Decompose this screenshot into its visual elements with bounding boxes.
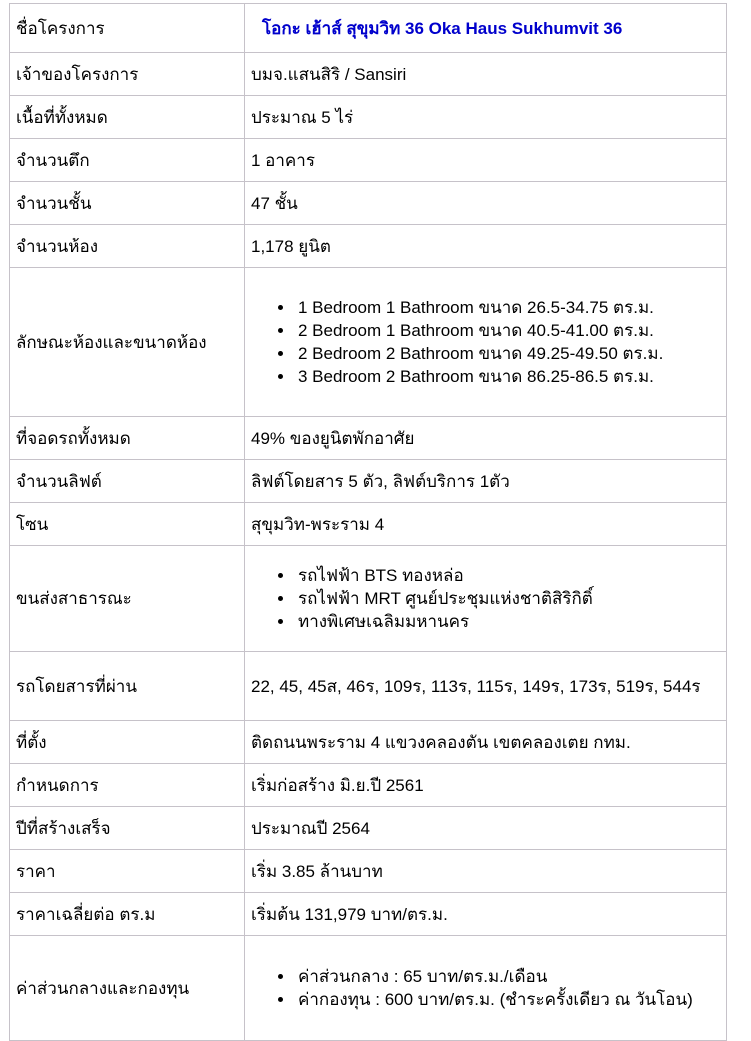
table-row xyxy=(10,850,727,893)
bullet-item: • 2 Bedroom 1 Bathroom ขนาด 40.5-41.00 ตร.ม. xyxy=(295,319,702,342)
row-value-cell xyxy=(245,139,727,182)
project-title-value: โอกะ เฮ้าส์ สุขุมวิท 36 Oka Haus Sukhumvit 36 xyxy=(262,18,623,38)
row-value-cell xyxy=(245,4,727,53)
row-value-text: 22, 45, 45ส, 46ร, 109ร, 113ร, 115ร, 149ร, 173ร, 519ร, 544ร xyxy=(251,676,701,696)
row-label: ค่าส่วนกลางและกองทุน xyxy=(10,936,245,1041)
bullet-item: • 3 Bedroom 2 Bathroom ขนาด 86.25-86.5 ตร.ม. xyxy=(295,365,702,388)
row-value-cell xyxy=(245,225,727,268)
table-row xyxy=(10,96,727,139)
bullet-item: • ค่าส่วนกลาง : 65 บาท/ตร.ม./เดือน xyxy=(295,965,702,988)
row-label: ปีที่สร้างเสร็จ xyxy=(10,807,245,850)
row-label: เนื้อที่ทั้งหมด xyxy=(10,96,245,139)
row-label: จำนวนชั้น xyxy=(10,182,245,225)
bullet-item: • 1 Bedroom 1 Bathroom ขนาด 26.5-34.75 ตร.ม. xyxy=(295,296,702,319)
table-row xyxy=(10,546,727,652)
table-row xyxy=(10,893,727,936)
table-row xyxy=(10,139,727,182)
row-label: ราคา xyxy=(10,850,245,893)
row-label: ราคาเฉลี่ยต่อ ตร.ม xyxy=(10,893,245,936)
table-row xyxy=(10,807,727,850)
table-row xyxy=(10,53,727,96)
row-value-cell xyxy=(245,807,727,850)
table-row xyxy=(10,503,727,546)
row-value-text: ประมาณ 5 ไร่ xyxy=(251,107,354,127)
table-row xyxy=(10,268,727,417)
row-value-cell xyxy=(245,764,727,807)
table-row xyxy=(10,417,727,460)
row-value-cell xyxy=(245,652,727,721)
row-value-cell xyxy=(245,936,727,1041)
row-label: รถโดยสารที่ผ่าน xyxy=(10,652,245,721)
row-value-text: 47 ชั้น xyxy=(251,193,298,213)
row-value-text: เริ่มก่อสร้าง มิ.ย.ปี 2561 xyxy=(251,775,424,795)
project-info-table xyxy=(9,3,727,1041)
table-row xyxy=(10,460,727,503)
bullet-list xyxy=(251,965,702,1011)
row-value-cell xyxy=(245,893,727,936)
row-label: ขนส่งสาธารณะ xyxy=(10,546,245,652)
row-value-text: 49% ของยูนิตพักอาศัย xyxy=(251,428,415,448)
bullet-item: • รถไฟฟ้า BTS ทองหล่อ xyxy=(295,564,702,587)
row-value-cell xyxy=(245,417,727,460)
row-value-text: ติดถนนพระราม 4 แขวงคลองตัน เขตคลองเตย กทม. xyxy=(251,732,631,752)
row-value-cell xyxy=(245,268,727,417)
row-value-cell xyxy=(245,546,727,652)
row-label: จำนวนตึก xyxy=(10,139,245,182)
bullet-list xyxy=(251,296,702,388)
row-label: ที่จอดรถทั้งหมด xyxy=(10,417,245,460)
row-value-text: ประมาณปี 2564 xyxy=(251,818,370,838)
table-row xyxy=(10,225,727,268)
row-label: ลักษณะห้องและขนาดห้อง xyxy=(10,268,245,417)
bullet-list xyxy=(251,564,702,633)
row-label: ชื่อโครงการ xyxy=(10,4,245,53)
row-label: เจ้าของโครงการ xyxy=(10,53,245,96)
row-value-text: สุขุมวิท-พระราม 4 xyxy=(251,514,385,534)
table-row xyxy=(10,182,727,225)
row-value-cell xyxy=(245,96,727,139)
table-row xyxy=(10,721,727,764)
row-label: กำหนดการ xyxy=(10,764,245,807)
table-row xyxy=(10,4,727,53)
bullet-item: • รถไฟฟ้า MRT ศูนย์ประชุมแห่งชาติสิริกิติ์ xyxy=(295,587,702,610)
row-label: จำนวนห้อง xyxy=(10,225,245,268)
row-value-cell xyxy=(245,850,727,893)
row-value-text: ลิฟต์โดยสาร 5 ตัว, ลิฟต์บริการ 1ตัว xyxy=(251,471,510,491)
row-value-text: เริ่ม 3.85 ล้านบาท xyxy=(251,861,383,881)
row-label: จำนวนลิฟต์ xyxy=(10,460,245,503)
bullet-item: • ค่ากองทุน : 600 บาท/ตร.ม. (ชำระครั้งเดียว ณ วันโอน) xyxy=(295,988,702,1011)
table-row xyxy=(10,936,727,1041)
bullet-item: • 2 Bedroom 2 Bathroom ขนาด 49.25-49.50 ตร.ม. xyxy=(295,342,702,365)
row-value-cell xyxy=(245,460,727,503)
table-row xyxy=(10,652,727,721)
project-info-table-body xyxy=(10,4,727,1041)
row-value-text: 1 อาคาร xyxy=(251,150,315,170)
row-label: ที่ตั้ง xyxy=(10,721,245,764)
row-label: โซน xyxy=(10,503,245,546)
row-value-text: บมจ.แสนสิริ / Sansiri xyxy=(251,64,407,84)
row-value-cell xyxy=(245,503,727,546)
row-value-cell xyxy=(245,182,727,225)
row-value-text: 1,178 ยูนิต xyxy=(251,236,331,256)
row-value-cell xyxy=(245,721,727,764)
table-row xyxy=(10,764,727,807)
bullet-item: • ทางพิเศษเฉลิมมหานคร xyxy=(295,610,702,633)
row-value-cell xyxy=(245,53,727,96)
row-value-text: เริ่มต้น 131,979 บาท/ตร.ม. xyxy=(251,904,448,924)
